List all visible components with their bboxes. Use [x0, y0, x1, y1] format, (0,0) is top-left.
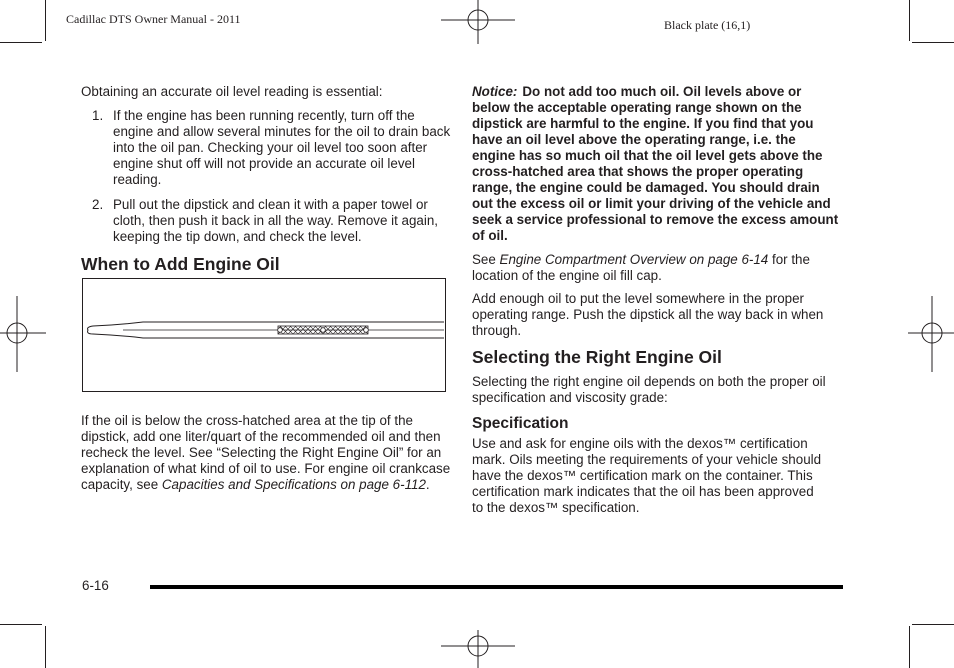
page-number: 6-16: [82, 578, 109, 593]
right-column: [472, 84, 842, 516]
intro-text: Obtaining an accurate oil level reading is essential:: [81, 84, 383, 99]
cross-reference-link[interactable]: Capacities and Specifications on page 6-112: [161, 477, 426, 492]
after-figure-text: If the oil is below the cross-hatched area at the tip of the dipstick, add one liter/quart of the recommended oil and then recheck the level. See “Selecting the Right Engine Oil” for an explanation of what kind of oil to use. For engine oil crankcase capacity, see: [81, 413, 451, 492]
selecting-paragraph: Selecting the right engine oil depends on both the proper oil specification and viscosity grade:: [472, 374, 826, 405]
plate-label: Black plate (16,1): [664, 18, 751, 32]
left-column: [81, 84, 451, 275]
list-item: [81, 197, 451, 245]
step-number: 2.: [92, 197, 104, 212]
after-figure-block: [81, 413, 451, 493]
crop-mark: [0, 42, 42, 43]
registration-mark-icon: [441, 0, 515, 50]
section-heading: When to Add Engine Oil: [81, 254, 280, 274]
registration-mark-icon: [0, 296, 46, 372]
see-paragraph: [472, 252, 842, 284]
crop-mark: [909, 626, 910, 668]
crop-mark: [45, 626, 46, 668]
registration-mark-icon: [908, 296, 954, 372]
step-text: If the engine has been running recently, turn off the engine and allow several minutes for the oil to drain back into the oil pan. Checking your oil level too soon after engine shut off will not provide an accurate oil level reading.: [113, 108, 451, 187]
section-heading: Selecting the Right Engine Oil: [472, 347, 722, 367]
see-prefix: See: [472, 252, 500, 267]
manual-title: Cadillac DTS Owner Manual - 2011: [66, 12, 241, 26]
crop-mark: [0, 624, 42, 625]
crop-mark: [909, 0, 910, 41]
dipstick-illustration: [83, 279, 444, 390]
crop-mark: [912, 42, 954, 43]
cross-reference-link[interactable]: Engine Compartment Overview on page 6-14: [499, 252, 769, 267]
footer-rule: [150, 585, 843, 589]
after-figure-end: .: [425, 477, 430, 492]
notice-text: Do not add too much oil. Oil levels above or below the acceptable operating range shown on the dipstick are harmful to the engine. If you find that you have an oil level above the operating range, i.e. the engine has so much oil that the oil level gets above the cross-hatched area that shows the proper operating range, the engine could be damaged. You should drain out the excess oil or limit your driving of the vehicle and seek a service professional to remove the excess amount of oil.: [472, 84, 839, 243]
specification-paragraph: Use and ask for engine oils with the dexos™ certification mark. Oils meeting the requirements of your vehicle should have the dexos™ certification mark on the container. This certification mark indicates that the oil has been approved to the dexos™ specification.: [472, 436, 822, 515]
step-text: Pull out the dipstick and clean it with a paper towel or cloth, then push it back in all the way. Remove it again, keeping the tip down, and check the level.: [113, 197, 439, 244]
step-number: 1.: [92, 108, 104, 123]
notice-label: Notice:: [472, 84, 518, 99]
add-oil-paragraph: Add enough oil to put the level somewhere in the proper operating range. Push the dipstick all the way back in when through.: [472, 291, 824, 338]
list-item: [81, 108, 451, 188]
subsection-heading: Specification: [472, 415, 569, 432]
crop-mark: [912, 624, 954, 625]
registration-mark-icon: [441, 630, 515, 668]
after-figure-paragraph: [81, 413, 451, 493]
see-suffix: for the location of the engine oil fill cap.: [472, 252, 810, 283]
dipstick-figure: [82, 278, 446, 392]
crop-mark: [45, 0, 46, 41]
notice-paragraph: [472, 84, 842, 244]
steps-list: [81, 108, 451, 245]
